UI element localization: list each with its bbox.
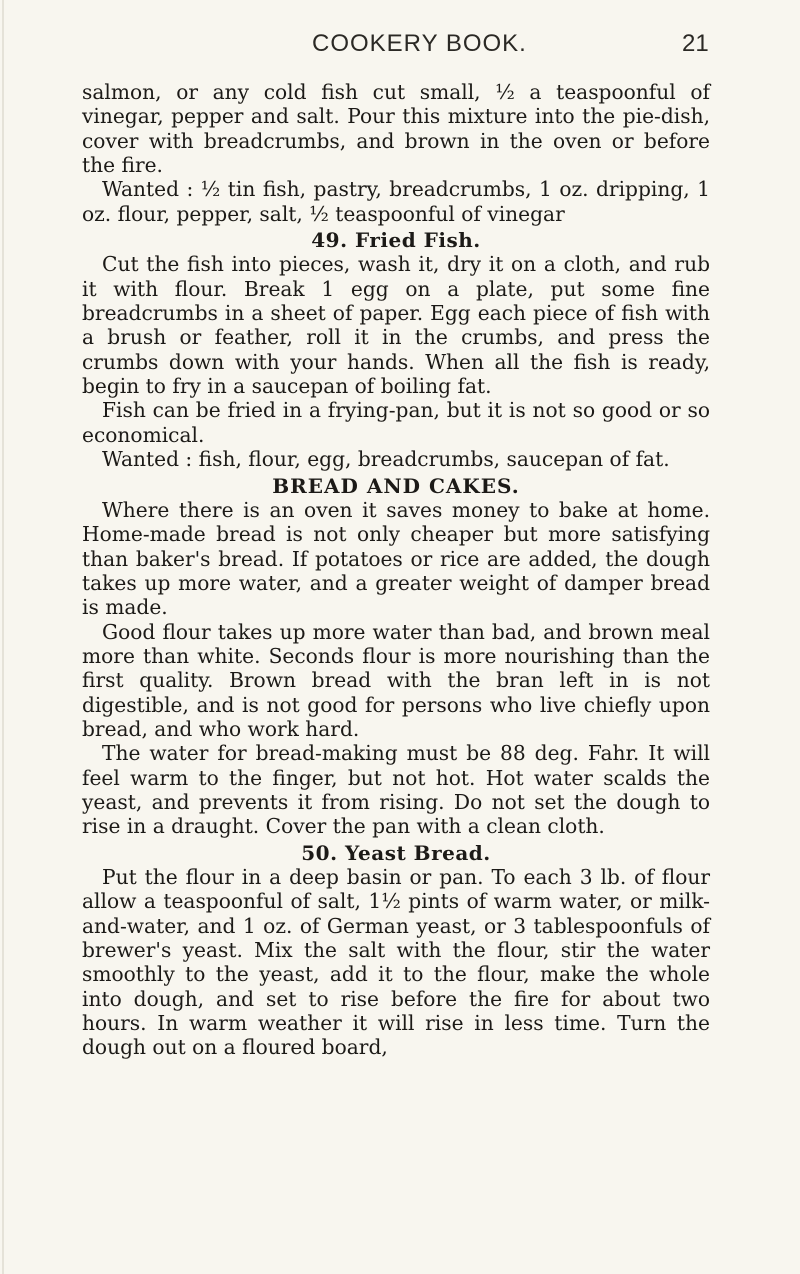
running-title: COOKERY BOOK. [312,30,527,57]
paragraph-wanted-fish-pie: Wanted : ½ tin fish, pastry, breadcrumbs, 1 oz. dripping, 1 oz. flour, pepper, salt, ½ teaspoonful of vinegar [82,177,710,226]
page-header [0,30,800,66]
paragraph-wanted-fried-fish: Wanted : fish, flour, egg, breadcrumbs, saucepan of fat. [102,447,670,472]
page-edge [2,0,4,1274]
paragraph-fried-fish-method: Cut the fish into pieces, wash it, dry it on a cloth, and rub it with flour. Break 1 egg on a plate, put some fine breadcrumbs in a sheet of paper. Egg each piece of fish with a brush or feather, roll it in the crumbs, and press the crumbs down with your hands. When all the fish is ready, begin to fry in a saucepan of boiling fat. [82,252,710,399]
paragraph-flour-quality: Good flour takes up more water than bad, and brown meal more than white. Seconds flour is more nourishing than the first quality. Brown bread with the bran left in is not digestible, and is not good for persons who live chiefly upon bread, and who work hard. [82,619,710,741]
page-number: 21 [682,30,709,57]
paragraph-water-temperature: The water for bread-making must be 88 deg. Fahr. It will feel warm to the finger, but not hot. Hot water scalds the yeast, and prevents it from rising. Do not set the dough to rise in a draught. Cover the pan with a clean cloth. [82,741,710,839]
recipe-heading-fried-fish: 49. Fried Fish. [311,228,481,253]
paragraph-salmon-continued: salmon, or any cold fish cut small, ½ a teaspoonful of vinegar, pepper and salt. Pour this mixture into the pie-dish, cover with breadcrumbs, and brown in the oven or before the fire. [82,80,710,178]
recipe-heading-yeast-bread: 50. Yeast Bread. [301,840,491,865]
section-heading-bread-and-cakes: BREAD AND CAKES. [272,473,520,498]
page-body [82,80,710,1060]
paragraph-frying-pan-note: Fish can be fried in a frying-pan, but it is not so good or so economical. [82,398,710,447]
paragraph-bread-intro: Where there is an oven it saves money to bake at home. Home-made bread is not only cheaper but more satisfying than baker's bread. If potatoes or rice are added, the dough takes up more water, and a greater weight of damper bread is made. [82,497,710,620]
paragraph-yeast-bread-method: Put the flour in a deep basin or pan. To each 3 lb. of flour allow a teaspoonful of salt, 1½ pints of warm water, or milk-and-water, and 1 oz. of German yeast, or 3 tablespoonfuls of brewer's yeast. Mix the salt with the flour, stir the water smoothly to the yeast, add it to the flour, make the whole into dough, and set to rise before the fire for about two hours. In warm weather it will rise in less time. Turn the dough out on a floured board, [82,865,710,1060]
